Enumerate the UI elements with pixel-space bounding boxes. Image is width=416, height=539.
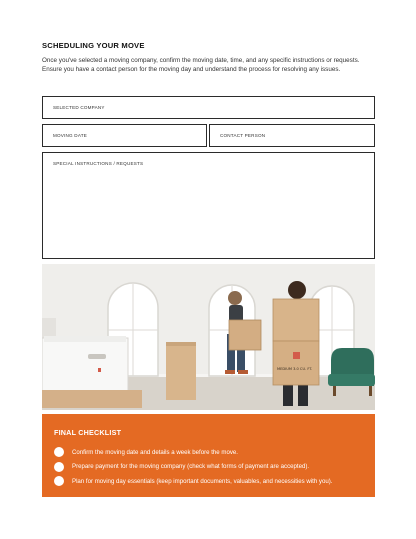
section-intro: Once you've selected a moving company, confirm the moving date, time, and any specific instructions or requests. Ensure you have a contact person for the moving day and understand the process for resolving any issues.	[42, 57, 360, 73]
checkbox-circle-icon[interactable]	[54, 462, 64, 472]
movers-photo	[42, 264, 375, 410]
selected-company-label: SELECTED COMPANY	[53, 105, 105, 110]
section-title: SCHEDULING YOUR MOVE	[42, 41, 145, 50]
selected-company-field[interactable]	[42, 96, 375, 119]
box-label: MEDIUM 3.0 CU. FT.	[277, 367, 313, 371]
final-checklist	[42, 414, 375, 497]
checklist-item	[54, 460, 363, 475]
moving-date-field[interactable]	[42, 124, 207, 147]
contact-person-field[interactable]	[209, 124, 375, 147]
checklist-title: FINAL CHECKLIST	[54, 428, 122, 437]
checkbox-circle-icon[interactable]	[54, 476, 64, 486]
checklist-item-text: Plan for moving day essentials (keep important documents, valuables, and necessities with you).	[72, 477, 333, 485]
checklist-item	[54, 445, 363, 460]
moving-date-label: MOVING DATE	[53, 133, 88, 138]
checkbox-circle-icon[interactable]	[54, 447, 64, 457]
checklist-item	[54, 474, 363, 489]
movers-illustration	[42, 264, 375, 410]
checklist-item-text: Prepare payment for the moving company (check what forms of payment are accepted).	[72, 463, 310, 471]
checklist-item-text: Confirm the moving date and details a week before the move.	[72, 448, 238, 456]
special-instructions-field[interactable]	[42, 152, 375, 259]
contact-person-label: CONTACT PERSON	[220, 133, 266, 138]
special-instructions-label: SPECIAL INSTRUCTIONS / REQUESTS	[53, 161, 144, 166]
